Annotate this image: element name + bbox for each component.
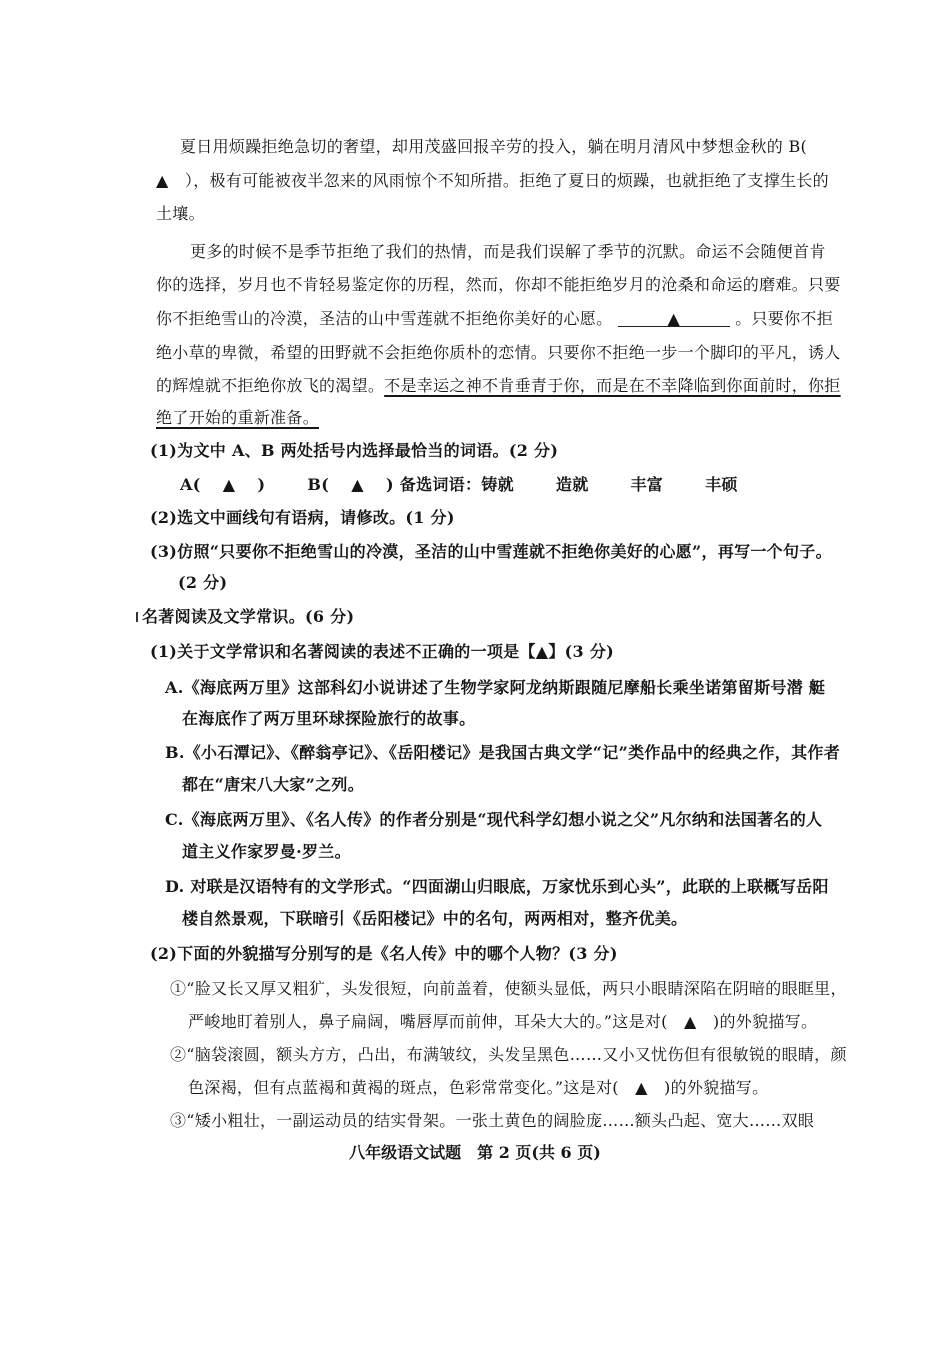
- question2-prompt: (2)选文中画线句有语病，请修改。(1 分): [150, 508, 455, 527]
- question3-score: (2 分): [178, 573, 228, 592]
- paragraph1-line2: ▲ ），极有可能被夜半忽来的风雨惊个不知所措。拒绝了夏日的烦躁，也就拒绝了支撑生长的: [156, 171, 829, 190]
- description1-line1: ①“脸又长又厚又粗犷，头发很短，向前盖着，使额头显低，两只小眼睛深陷在阴暗的眼眶里，: [170, 979, 847, 998]
- question1-prompt: (1)为文中 A、B 两处括号内选择最恰当的词语。(2 分): [150, 441, 559, 460]
- choice-zaojiu: 造就: [555, 475, 589, 494]
- paragraph2-line4: 绝小草的卑微，希望的田野就不会拒绝你质朴的恋情。只要你不拒绝一步一个脚印的平凡，诱人: [156, 343, 841, 362]
- description1-line2: 严峻地盯着别人，鼻子扁阔，嘴唇厚而前伸，耳朵大大的。”这是对( ▲ )的外貌描写。: [188, 1012, 818, 1031]
- question3-prompt: (3)仿照“只要你不拒绝雪山的冷漠，圣洁的山中雪莲就不拒绝你美好的心愿”，再写一个句子。: [150, 542, 832, 561]
- underlined-sentence-end: 绝了开始的重新准备。: [156, 408, 320, 427]
- margin-mark: [136, 612, 138, 622]
- underlined-sentence: 不是幸运之神不肯垂青于你，而是在不幸降临到你面前时，你拒: [384, 376, 841, 395]
- fill-in-blank: ▲: [618, 308, 730, 327]
- section-q1-prompt: (1)关于文学常识和名著阅读的表述不正确的一项是【▲】(3 分): [150, 642, 615, 661]
- option-d-line2: 楼自然景观，下联暗引《岳阳楼记》中的名句，两两相对，整齐优美。: [182, 909, 688, 928]
- paragraph2-line3-text: 你不拒绝雪山的冷漠，圣洁的山中雪莲就不拒绝你美好的心愿。: [156, 309, 613, 328]
- page-footer: 八年级语文试题 第 2 页(共 6 页): [349, 1143, 601, 1162]
- blank-b: B( ▲ ) 备选词语：铸就: [307, 475, 514, 494]
- option-c-line2: 道主义作家罗曼·罗兰。: [182, 842, 351, 861]
- paragraph1-line3: 土壤。: [156, 204, 205, 223]
- paragraph2-line2: 你的选择，岁月也不肯轻易鉴定你的历程，然而，你却不能拒绝岁月的沧桑和命运的磨难。只要: [156, 275, 841, 294]
- section-q2-prompt: (2)下面的外貌描写分别写的是《名人传》中的哪个人物？(3 分): [150, 944, 618, 963]
- blank-a: A( ▲ ): [180, 475, 266, 494]
- option-d-line1: D. 对联是汉语特有的文学形式。“四面湖山归眼底，万家忧乐到心头”，此联的上联概写岳阳: [165, 877, 829, 896]
- paragraph1-line1: 夏日用烦躁拒绝急切的奢望，却用茂盛回报辛劳的投入，躺在明月清风中梦想金秋的 B(: [180, 137, 808, 156]
- option-a-line2: 在海底作了两万里环球探险旅行的故事。: [182, 709, 476, 728]
- paragraph2-line5: [156, 375, 841, 397]
- description2-line1: ②“脑袋滚圆，额头方方，凸出，布满皱纹，头发呈黑色……又小又忧伤但有很敏锐的眼睛，颜: [170, 1045, 847, 1064]
- option-a-line1: A.《海底两万里》这部科幻小说讲述了生物学家阿龙纳斯跟随尼摩船长乘坐诺第留斯号潜 艇: [165, 678, 826, 697]
- choice-fengshuo: 丰硕: [705, 475, 738, 494]
- option-b-line2: 都在“唐宋八大家”之列。: [182, 775, 365, 794]
- paragraph2-line3: [156, 308, 833, 330]
- section-title: 名著阅读及文学常识。(6 分): [142, 607, 355, 626]
- choice-fengfu: 丰富: [630, 475, 664, 494]
- paragraph2-line3-tail: 。只要你不拒: [735, 309, 833, 328]
- question1-choices: [180, 474, 738, 496]
- option-c-line1: C.《海底两万里》、《名人传》的作者分别是“现代科学幻想小说之父”凡尔纳和法国著名的人: [165, 810, 823, 829]
- paragraph2-line1: 更多的时候不是季节拒绝了我们的热情，而是我们误解了季节的沉默。命运不会随便首肯: [190, 242, 826, 261]
- option-b-line1: B.《小石潭记》、《醉翁亭记》、《岳阳楼记》是我国古典文学“记”类作品中的经典之作，其作者: [165, 743, 841, 762]
- description2-line2: 色深褐，但有点蓝褐和黄褐的斑点，色彩常常变化。”这是对( ▲ )的外貌描写。: [188, 1078, 769, 1097]
- description3-line1: ③“矮小粗壮，一副运动员的结实骨架。一张土黄色的阔脸庞……额头凸起、宽大……双眼: [170, 1111, 815, 1130]
- paragraph2-line5-text: 的辉煌就不拒绝你放飞的渴望。: [156, 376, 385, 395]
